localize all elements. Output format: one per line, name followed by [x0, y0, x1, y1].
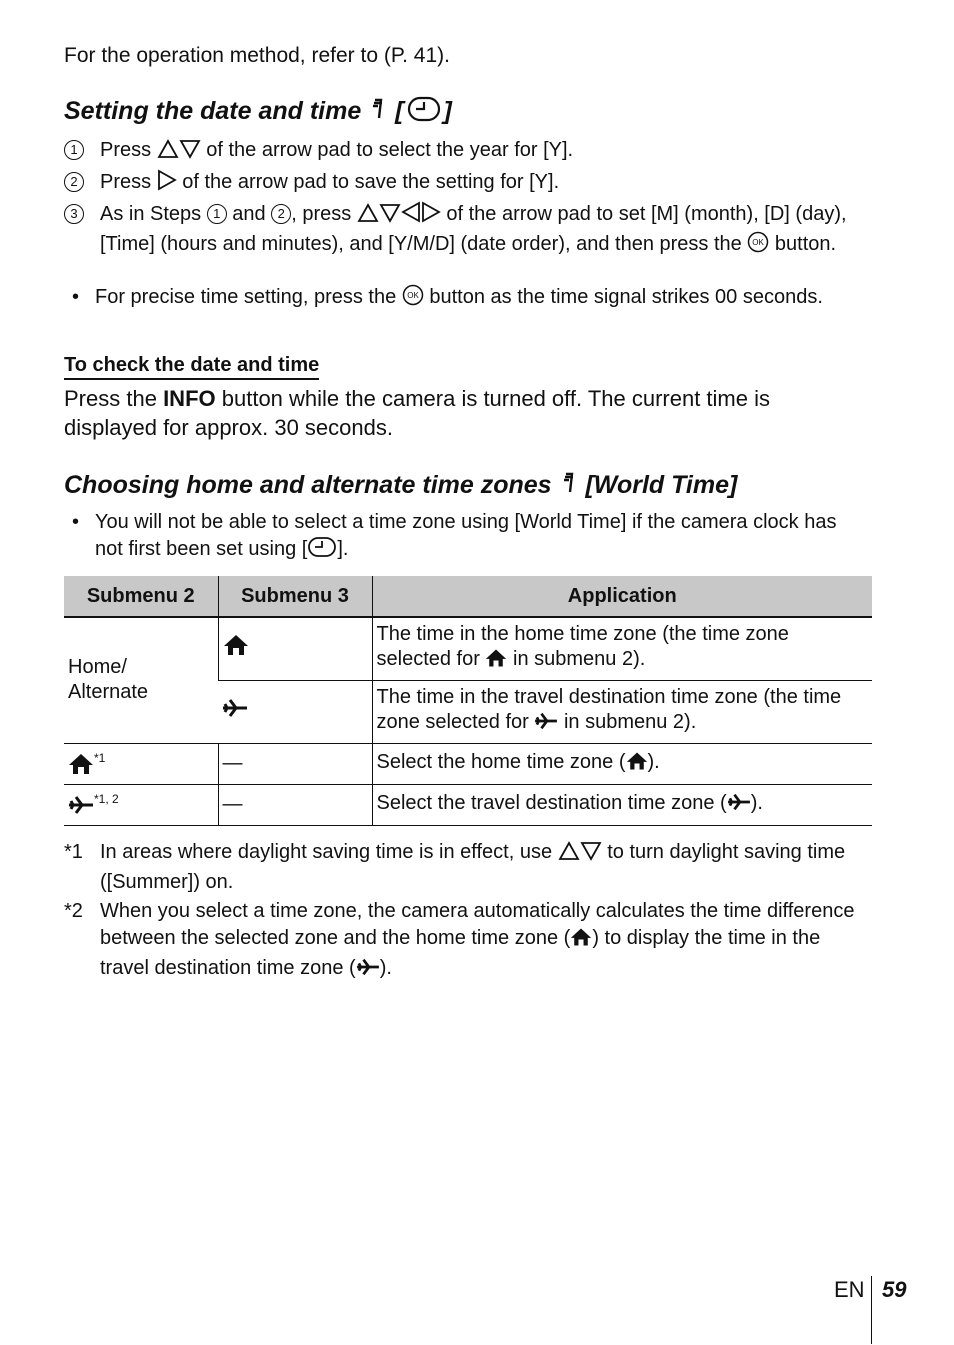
svg-text:OK: OK — [407, 291, 419, 300]
check-paragraph — [64, 384, 864, 442]
up-arrow-icon — [357, 203, 379, 231]
step-number: 1 — [64, 140, 84, 160]
cell-airplane-note — [64, 784, 218, 825]
down-arrow-icon — [379, 203, 401, 231]
airplane-icon — [356, 957, 380, 985]
footnote-text: When you select a time zone, the camera automatically calculates the time difference between the selected zone and the home time zone ( — [100, 900, 855, 949]
left-arrow-icon — [401, 201, 421, 231]
header-application: Application — [372, 576, 872, 617]
step-number: 3 — [64, 204, 84, 224]
section-heading-date-time — [64, 96, 452, 129]
bullet-world-time: • You will not be able to select a time zone using [World Time] if the camera clock has not first been set using [ ]. — [72, 509, 862, 566]
bullet-text: You will not be able to select a time zone using [World Time] if the camera clock has not first been set using [ — [95, 511, 837, 560]
bullet-text: ]. — [337, 538, 349, 560]
step-text: Press — [100, 139, 152, 161]
step-text: of the arrow pad to set [M] (month), [D] (day), [Time] (hours and minutes), and [Y/M/D] (date order), and then press the — [100, 203, 847, 255]
cell-text: Select the travel destination time zone ( — [376, 791, 727, 814]
step-2 — [64, 169, 864, 199]
footnote-text: to turn daylight saving time ([Summer]) on. — [100, 841, 846, 893]
footer-language: EN — [834, 1277, 865, 1302]
bracket-open: [ — [395, 97, 404, 126]
cell-dash: — — [218, 784, 372, 825]
cell-text: The time in the home time zone (the time zone selected for — [376, 623, 789, 671]
airplane-icon — [222, 697, 248, 726]
footnote-text: ) to display the time in the travel destination time zone ( — [100, 927, 821, 979]
step-1 — [64, 137, 864, 167]
cell-text: in submenu 2). — [513, 648, 646, 671]
footnote-ref: *1 — [94, 750, 106, 765]
step-number: 2 — [64, 172, 84, 192]
footnote-mark: *1 — [64, 841, 83, 863]
check-text: Press the — [64, 386, 157, 411]
svg-text:OK: OK — [752, 238, 765, 247]
home-icon — [485, 648, 507, 675]
bullet-precise-time: • For precise time setting, press the OK button as the time signal strikes 00 seconds. — [72, 284, 862, 314]
step-ref-2: 2 — [271, 204, 291, 224]
cell-application — [372, 784, 872, 825]
right-arrow-icon — [157, 169, 177, 199]
step-text: button. — [774, 233, 837, 255]
footnote-2 — [64, 898, 874, 985]
cell-home — [218, 617, 372, 680]
footnote-text: In areas where daylight saving time is in effect, use — [100, 841, 553, 863]
footnote-mark: *2 — [64, 900, 83, 922]
cell-application — [372, 617, 872, 680]
step-text: As in Steps — [100, 203, 202, 225]
table-row — [64, 743, 872, 784]
airplane-icon — [727, 792, 751, 819]
home-icon — [626, 751, 648, 778]
intro-text: For the operation method, refer to (P. 41). — [64, 44, 450, 67]
up-arrow-icon — [558, 841, 580, 869]
cell-application — [372, 743, 872, 784]
ok-button-icon — [747, 231, 769, 261]
table-row — [64, 784, 872, 825]
right-arrow-icon — [421, 201, 441, 231]
home-icon — [570, 927, 592, 955]
bullet-text: button as the time signal strikes 00 seconds. — [429, 286, 823, 308]
down-arrow-icon — [179, 139, 201, 167]
cell-dash: — — [218, 743, 372, 784]
cell-text: Select the home time zone ( — [376, 750, 626, 773]
step-ref-1: 1 — [207, 204, 227, 224]
check-text: button while the camera is turned off. The current time is displayed for approx. 30 seconds. — [64, 386, 770, 440]
up-arrow-icon — [157, 139, 179, 167]
cell-text: The time in the travel destination time zone (the time zone selected for — [376, 686, 842, 733]
subheading-check-date: To check the date and time — [64, 354, 319, 380]
world-time-table — [64, 576, 872, 826]
home-icon — [223, 634, 249, 663]
header-submenu-2: Submenu 2 — [64, 576, 218, 617]
info-button-label: INFO — [163, 386, 216, 411]
step-text: of the arrow pad to select the year for [Y]. — [206, 139, 574, 161]
table-row — [64, 617, 872, 680]
setup-wrench-icon — [562, 472, 576, 501]
step-text: Press — [100, 171, 152, 193]
home-icon — [68, 753, 94, 782]
airplane-icon — [534, 711, 558, 738]
clock-icon — [407, 96, 441, 129]
cell-home-note — [64, 743, 218, 784]
step-text: , press — [291, 203, 352, 225]
bullet-text: For precise time setting, press the — [95, 286, 397, 308]
footnote-ref: *1, 2 — [94, 791, 119, 806]
cell-text: in submenu 2). — [563, 711, 697, 733]
clock-icon — [307, 536, 337, 566]
bracket-close: ] — [443, 97, 452, 126]
section-title: Setting the date and time — [64, 97, 362, 126]
cell-text: ). — [647, 750, 660, 773]
cell-text: ). — [750, 791, 763, 814]
down-arrow-icon — [580, 841, 602, 869]
footnote-text: ). — [379, 957, 392, 979]
section-heading-world-time — [64, 471, 737, 501]
cell-airplane — [218, 680, 372, 743]
step-text: and — [232, 203, 266, 225]
cell-home-alternate: Home/ Alternate — [64, 617, 218, 743]
page-number: 59 — [882, 1277, 907, 1302]
step-text: of the arrow pad to save the setting for [Y]. — [182, 171, 560, 193]
airplane-icon — [68, 794, 94, 823]
step-3 — [64, 201, 864, 261]
footer-divider — [871, 1276, 872, 1344]
footnote-1 — [64, 839, 874, 896]
section-title: Choosing home and alternate time zones — [64, 471, 552, 499]
header-submenu-3: Submenu 3 — [218, 576, 372, 617]
cell-application — [372, 680, 872, 743]
setup-wrench-icon — [371, 98, 385, 127]
ok-button-icon — [402, 284, 424, 314]
section-title-suffix: [World Time] — [585, 471, 738, 499]
table-header-row — [64, 576, 872, 617]
